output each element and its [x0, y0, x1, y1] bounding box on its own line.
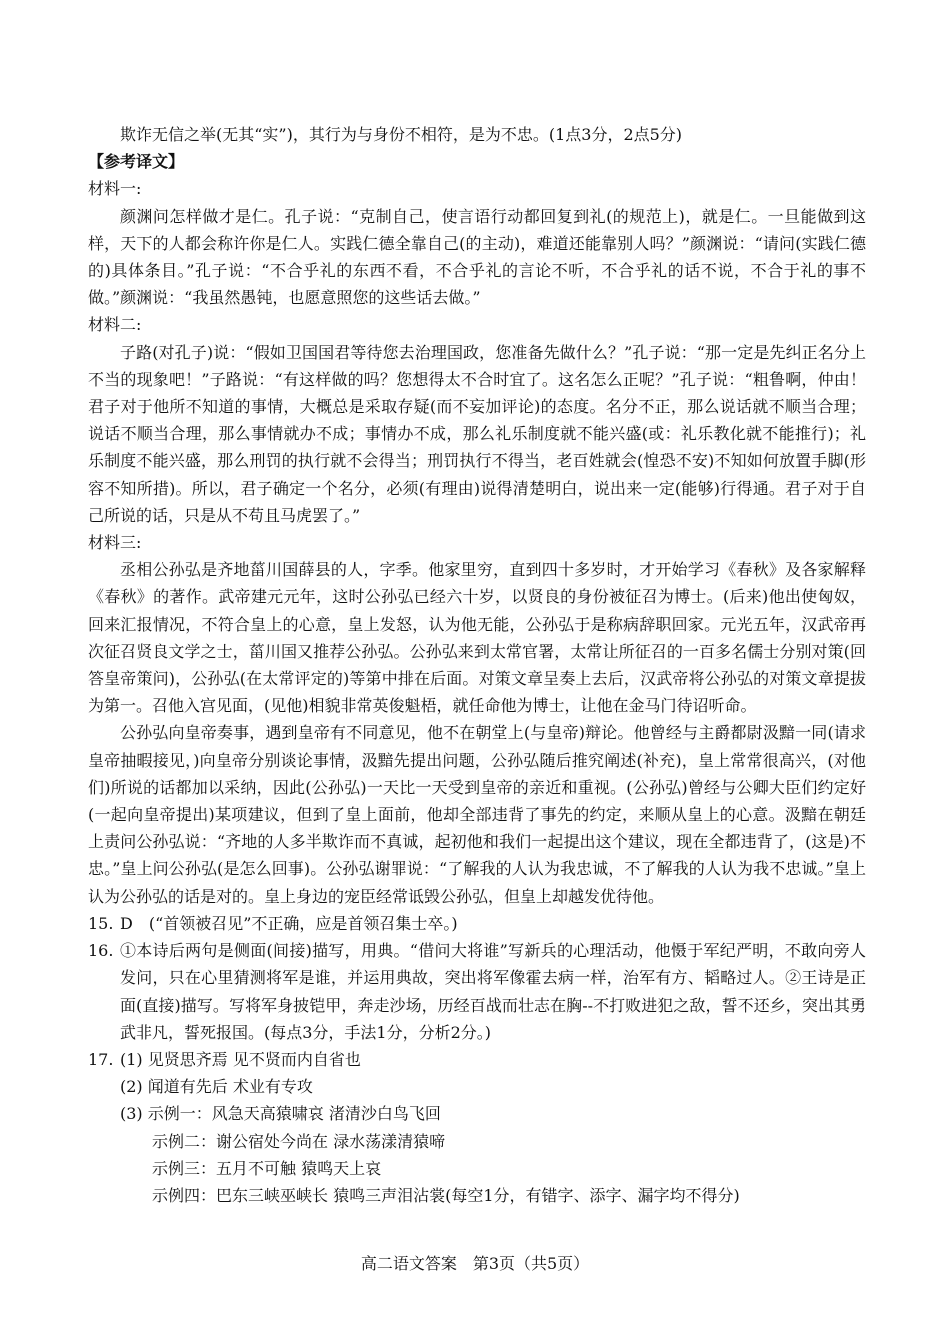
material-3-text-2: 公孙弘向皇帝奏事，遇到皇帝有不同意见，他不在朝堂上(与皇帝)辩论。他曾经与主爵都尉汲黯一同(请求皇帝抽暇接见，)向皇帝分别谈论事情，汲黯先提出问题，公孙弘随后推究阐述(补充)，皇上常常很高兴，(对他们)所说的话都加以采纳，因此(公孙弘)一天比一天受到皇帝的亲近和重视。(公孙弘)曾经与公卿大臣们约定好(一起向皇帝提出)某项建议，但到了皇上面前，他却全部违背了事先的约定，来顺从皇上的心意。汲黯在朝廷上责问公孙弘说：“齐地的人多半欺诈而不真诚，起初他和我们一起提出这个建议，现在全都违背了，(这是)不忠。”皇上问公孙弘(是怎么回事)。公孙弘谢罪说：“了解我的人认为我忠诚，不了解我的人认为我不忠诚。”皇上认为公孙弘的话是对的。皇上身边的宠臣经常诋毁公孙弘，但皇上却越发优待他。: [88, 723, 866, 906]
question-17-line-3: (3) 示例一：风急天高猿啸哀 渚清沙白鸟飞回: [120, 1104, 441, 1124]
question-17-example-2: 示例二：谢公宿处今尚在 渌水荡漾清猿啼: [152, 1131, 446, 1151]
question-15-answer: D (“首领被召见”不正确，应是首领召集士卒。): [120, 913, 458, 933]
question-17: [88, 1046, 866, 1209]
material-3-label: 材料三:: [88, 533, 142, 553]
question-15: [88, 910, 866, 937]
question-number: 16.: [88, 941, 114, 961]
answer-continuation: 欺诈无信之举(无其“实”)，其行为与身份不相符，是为不忠。(1点3分，2点5分): [120, 125, 683, 144]
question-number: 17.: [88, 1049, 114, 1069]
question-16-answer: ①本诗后两句是侧面(间接)描写，用典。“借问大将谁”写新兵的心理活动，他慑于军纪严明，不敢向旁人发问，只在心里猜测将军是谁，并运用典故，突出将军像霍去病一样，治军有方、韬略过人。②王诗是正面(直接)描写。写将军身披铠甲，奔走沙场，历经百战而壮志在胸--不打败进犯之敌，誓不还乡，突出其勇武非凡，誓死报国。(每点3分，手法1分，分析2分。): [120, 941, 866, 1042]
question-number: 15.: [88, 913, 114, 933]
question-16: [88, 937, 866, 1046]
material-2-label: 材料二:: [88, 315, 142, 335]
material-1-text: 颜渊问怎样做才是仁。孔子说：“克制自己，使言语行动都回复到礼(的规范上)，就是仁。一旦能做到这样，天下的人都会称许你是仁人。实践仁德全靠自己(的主动)，难道还能靠别人吗？”颜渊说：“请问(实践仁德的)具体条目。”孔子说：“不合乎礼的东西不看，不合乎礼的言论不听，不合乎礼的话不说，不合于礼的事不做。”颜渊说：“我虽然愚钝，也愿意照您的这些话去做。”: [88, 206, 866, 308]
reference-translation-heading: 【参考译文】: [88, 152, 185, 172]
question-17-example-4: 示例四：巴东三峡巫峡长 猿鸣三声泪沾裳(每空1分，有错字、添字、漏字均不得分): [152, 1185, 740, 1205]
question-17-example-3: 示例三：五月不可触 猿鸣天上哀: [152, 1158, 382, 1178]
material-2-text: 子路(对孔子)说：“假如卫国国君等待您去治理国政，您准备先做什么？”孔子说：“那一定是先纠正名分上不当的现象吧！”子路说：“有这样做的吗？您想得太不合时宜了。这名怎么正呢？”孔子说：“粗鲁啊，仲由！君子对于他所不知道的事情，大概总是采取存疑(而不妄加评论)的态度。名分不正，那么说话就不顺当合理；说话不顺当合理，那么事情就办不成；事情办不成，那么礼乐制度就不能兴盛(或：礼乐教化就不能推行)；礼乐制度不能兴盛，那么刑罚的执行就不会得当；刑罚执行不得当，老百姓就会(惶恐不安)不知如何放置手脚(形容不知所措)。所以，君子确定一个名分，必须(有理由)说得清楚明白，说出来一定(能够)行得通。君子对于自己所说的话，只是从不苟且马虎罢了。”: [88, 342, 866, 525]
page-body: [88, 121, 866, 1209]
question-17-line-2: (2) 闻道有先后 术业有专攻: [120, 1077, 313, 1097]
question-17-line-1: (1) 见贤思齐焉 见不贤而内自省也: [120, 1049, 361, 1069]
material-1-label: 材料一:: [88, 179, 142, 199]
material-3-text-1: 丞相公孙弘是齐地菑川国薛县的人，字季。他家里穷，直到四十多岁时，才开始学习《春秋》及各家解释《春秋》的著作。武帝建元元年，这时公孙弘已经六十岁，以贤良的身份被征召为博士。(后来)他出使匈奴，回来汇报情况，不符合皇上的心意，皇上发怒，认为他无能，公孙弘于是称病辞职回家。元光五年，汉武帝再次征召贤良文学之士，菑川国又推荐公孙弘。公孙弘来到太常官署，太常让所征召的一百多名儒士分别对策(回答皇帝策问)，公孙弘(在太常评定的)等第中排在后面。对策文章呈奏上去后，汉武帝将公孙弘的对策文章提拔为第一。召他入宫见面，(见他)相貌非常英俊魁梧，就任命他为博士，让他在金马门待诏听命。: [88, 560, 866, 716]
page-footer: 高二语文答案 第3页（共5页）: [360, 1254, 590, 1273]
